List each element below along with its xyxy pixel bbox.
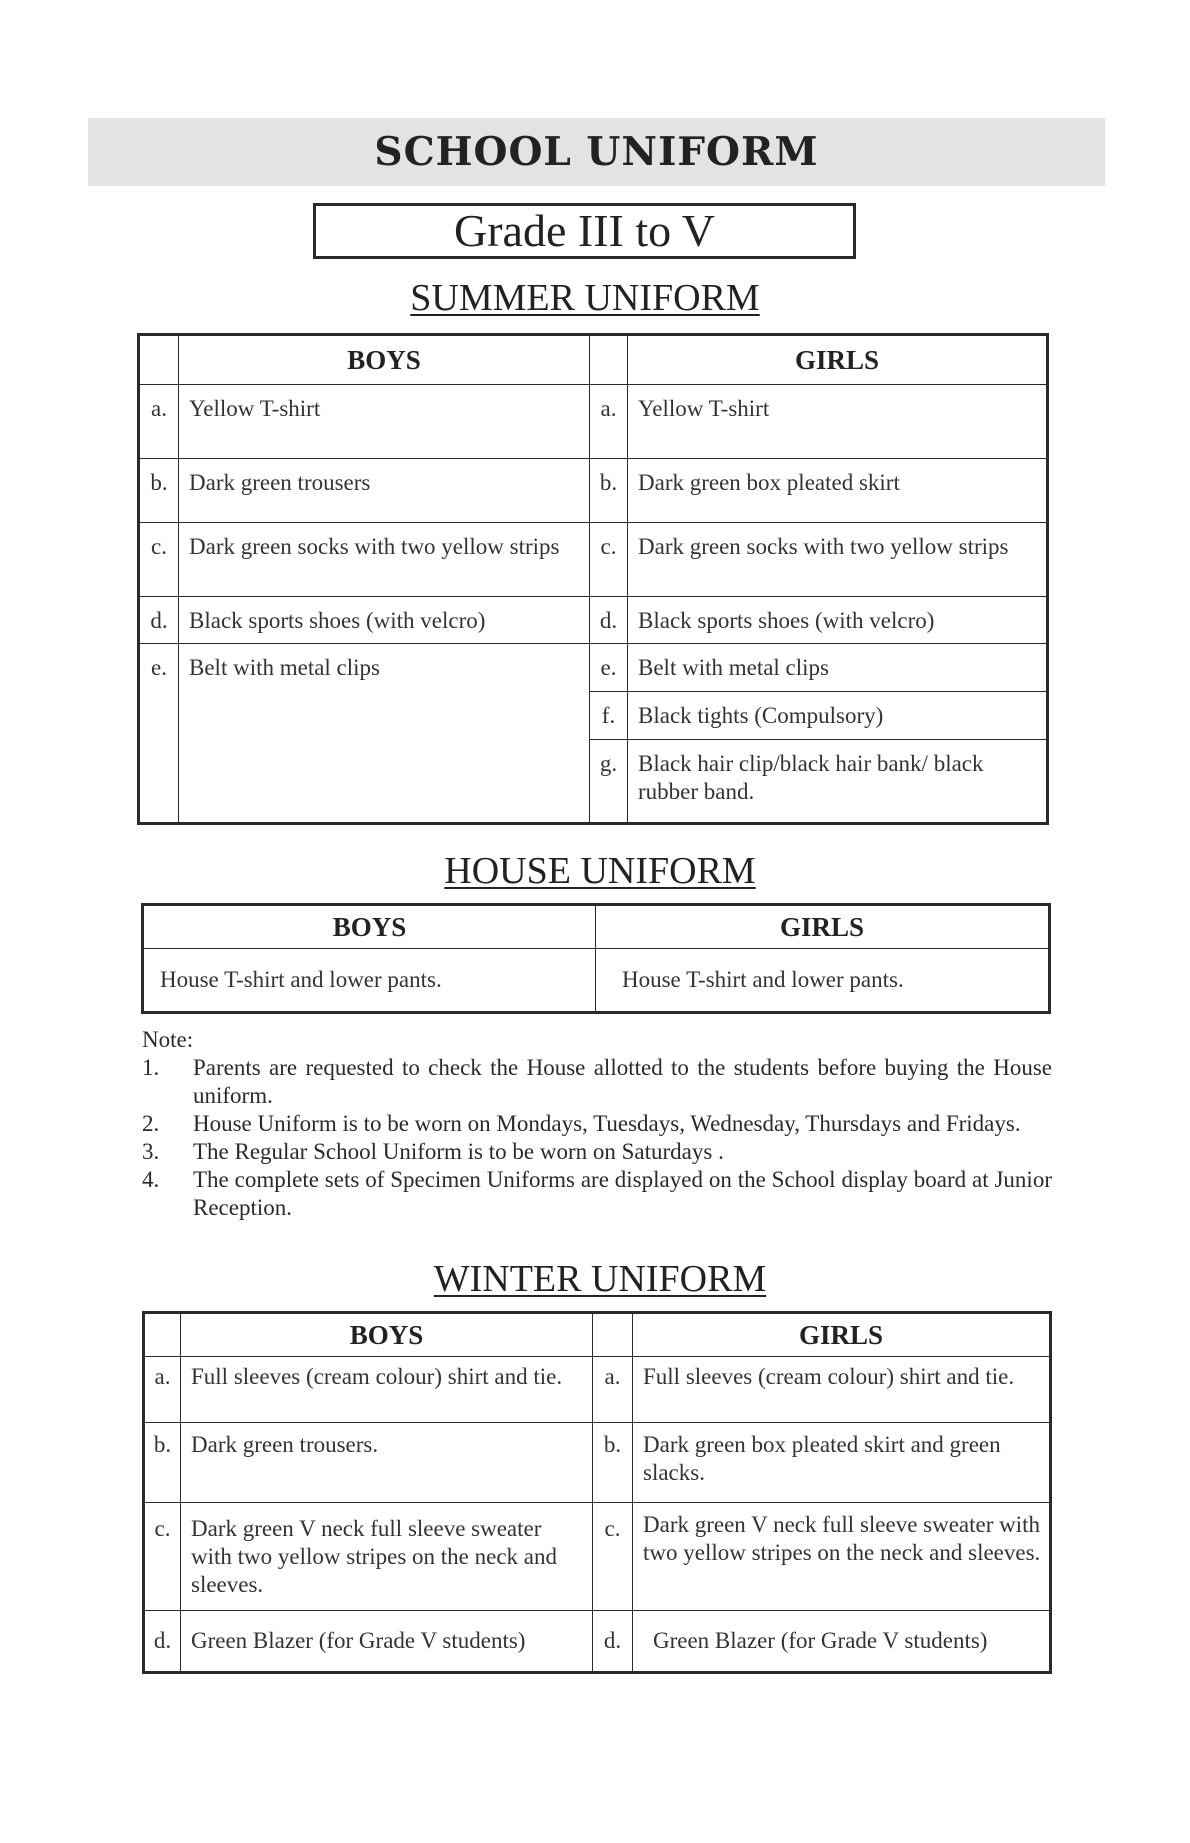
list-item [142, 1110, 1052, 1138]
note-text: House Uniform is to be worn on Mondays, Tuesdays, Wednesday, Thursdays and Fridays. [193, 1111, 1021, 1136]
girls-item: Full sleeves (cream colour) shirt and tie. [633, 1357, 1051, 1423]
summer-uniform-table [137, 333, 1049, 825]
empty-cell [590, 335, 628, 385]
list-item [142, 1054, 1052, 1110]
list-item [142, 1166, 1052, 1222]
grade-label: Grade III to V [454, 205, 715, 256]
boys-item: Black sports shoes (with velcro) [179, 597, 590, 644]
girls-header: GIRLS [596, 905, 1050, 949]
row-letter: a. [139, 385, 179, 459]
note-text: The complete sets of Specimen Uniforms are displayed on the School display board at Junior Reception. [193, 1167, 1052, 1220]
boys-item: Belt with metal clips [179, 644, 590, 824]
grade-box [313, 203, 856, 259]
girls-item: Yellow T-shirt [628, 385, 1048, 459]
row-letter: c. [139, 523, 179, 597]
table-row [144, 1611, 1051, 1673]
girls-item: Black tights (Compulsory) [628, 692, 1048, 740]
row-letter: d. [590, 597, 628, 644]
note-number: 2. [142, 1111, 160, 1136]
boys-item: Dark green V neck full sleeve sweater with two yellow stripes on the neck and sleeves. [181, 1503, 593, 1611]
girls-item: Black hair clip/black hair bank/ black rubber band. [628, 740, 1048, 824]
row-letter: f. [590, 692, 628, 740]
table-row [144, 1357, 1051, 1423]
note-number: 3. [142, 1139, 160, 1164]
table-row [139, 644, 1048, 692]
boys-header: BOYS [179, 335, 590, 385]
girls-item: Dark green socks with two yellow strips [628, 523, 1048, 597]
table-row [143, 949, 1050, 1013]
girls-item: Belt with metal clips [628, 644, 1048, 692]
row-letter: b. [139, 459, 179, 523]
house-uniform-table [141, 903, 1051, 1014]
empty-cell [593, 1313, 633, 1357]
row-letter: c. [590, 523, 628, 597]
row-letter: b. [144, 1423, 181, 1503]
row-letter: e. [139, 644, 179, 824]
table-header-row [143, 905, 1050, 949]
girls-item: Black sports shoes (with velcro) [628, 597, 1048, 644]
row-letter: a. [590, 385, 628, 459]
empty-cell [139, 335, 179, 385]
boys-header: BOYS [181, 1313, 593, 1357]
note-number: 4. [142, 1167, 160, 1192]
row-letter: d. [144, 1611, 181, 1673]
boys-item: Dark green socks with two yellow strips [179, 523, 590, 597]
winter-uniform-title: WINTER UNIFORM [433, 1258, 767, 1300]
page-title: SCHOOL UNIFORM [374, 129, 819, 175]
notes-section [142, 1026, 1052, 1222]
boys-item: Dark green trousers. [181, 1423, 593, 1503]
girls-header: GIRLS [633, 1313, 1051, 1357]
note-label: Note: [142, 1027, 194, 1052]
note-number: 1. [142, 1055, 160, 1080]
girls-item: Dark green box pleated skirt [628, 459, 1048, 523]
row-letter: c. [144, 1503, 181, 1611]
table-row [144, 1423, 1051, 1503]
summer-uniform-title: SUMMER UNIFORM [410, 277, 760, 319]
boys-item: Dark green trousers [179, 459, 590, 523]
row-letter: c. [593, 1503, 633, 1611]
girls-item: Dark green V neck full sleeve sweater with two yellow stripes on the neck and sleeves. [633, 1503, 1051, 1611]
row-letter: d. [593, 1611, 633, 1673]
row-letter: a. [593, 1357, 633, 1423]
girls-header: GIRLS [628, 335, 1048, 385]
row-letter: a. [144, 1357, 181, 1423]
girls-item: House T-shirt and lower pants. [596, 949, 1050, 1013]
boys-item: Green Blazer (for Grade V students) [181, 1611, 593, 1673]
row-letter: b. [590, 459, 628, 523]
table-row [139, 597, 1048, 644]
table-row [139, 385, 1048, 459]
table-row [144, 1503, 1051, 1611]
table-header-row [144, 1313, 1051, 1357]
girls-item: Green Blazer (for Grade V students) [633, 1611, 1051, 1673]
table-header-row [139, 335, 1048, 385]
note-text: Parents are requested to check the House allotted to the students before buying the House uniform. [193, 1055, 1052, 1108]
list-item [142, 1138, 1052, 1166]
table-row [139, 523, 1048, 597]
boys-item: Yellow T-shirt [179, 385, 590, 459]
row-letter: e. [590, 644, 628, 692]
winter-uniform-table [142, 1311, 1052, 1674]
girls-item: Dark green box pleated skirt and green slacks. [633, 1423, 1051, 1503]
boys-item: Full sleeves (cream colour) shirt and tie. [181, 1357, 593, 1423]
row-letter: g. [590, 740, 628, 824]
title-banner [88, 118, 1105, 186]
boys-item: House T-shirt and lower pants. [143, 949, 596, 1013]
table-row [139, 459, 1048, 523]
row-letter: d. [139, 597, 179, 644]
row-letter: b. [593, 1423, 633, 1503]
empty-cell [144, 1313, 181, 1357]
note-text: The Regular School Uniform is to be worn on Saturdays . [193, 1139, 724, 1164]
house-uniform-title: HOUSE UNIFORM [444, 850, 756, 892]
boys-header: BOYS [143, 905, 596, 949]
